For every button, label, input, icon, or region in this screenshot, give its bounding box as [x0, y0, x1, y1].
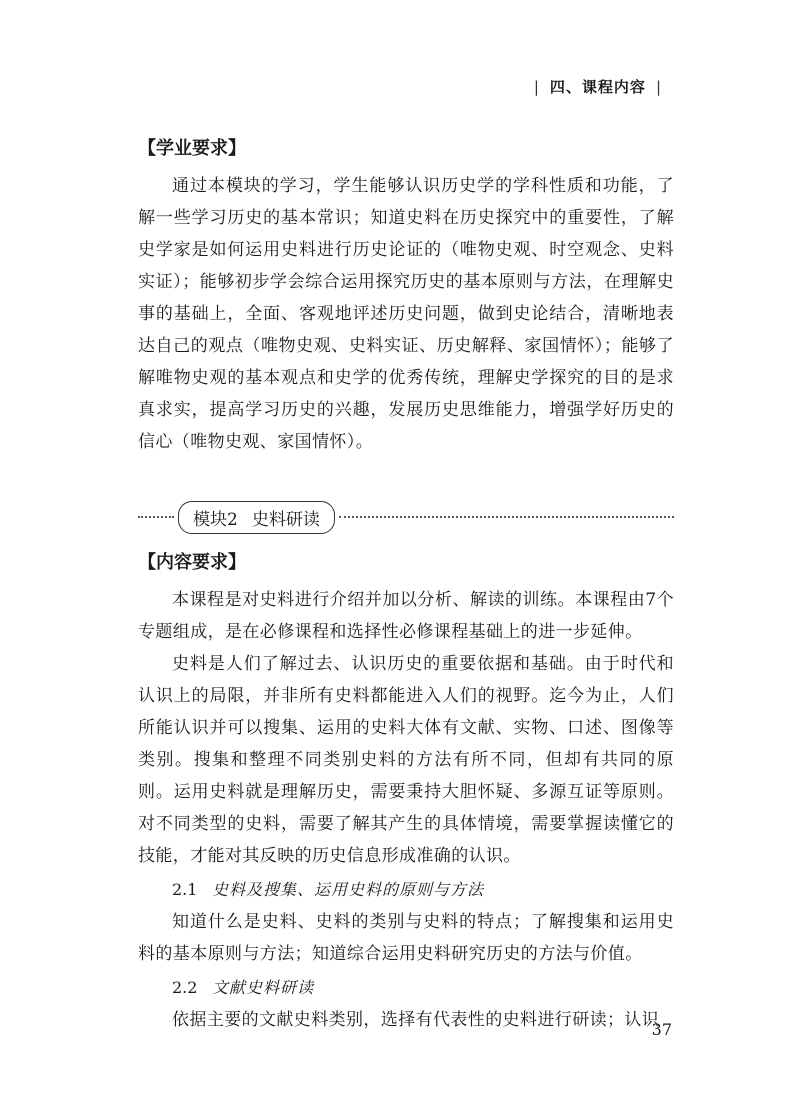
- module-title: 史料研读: [251, 509, 320, 530]
- topic-number: 2.2: [172, 978, 198, 997]
- academic-requirements-paragraph: 通过本模块的学习，学生能够认识历史学的学科性质和功能，了解一些学习历史的基本常识；知道史料在历史探究中的重要性，了解史学家是如何运用史料进行历史论证的（唯物史观、时空观念、史料实证）；能够初步学会综合运用探究历史的基本原则与方法，在理解史事的基础上，全面、客观地评述历史问题，做到史论结合，清晰地表达自己的观点（唯物史观、史料实证、历史解释、家国情怀）；能够了解唯物史观的基本观点和史学的优秀传统，理解史学探究的目的是求真求实，提高学习历史的兴趣，发展历史思维能力，增强学好历史的信心（唯物史观、家国情怀）。: [138, 176, 674, 452]
- topic-title: 史料及搜集、运用史料的原则与方法: [212, 880, 485, 899]
- page-content: [138, 120, 674, 1036]
- header-title: 四、课程内容: [549, 78, 646, 96]
- page-number: 37: [651, 1020, 672, 1039]
- topic-number: 2.1: [172, 880, 198, 899]
- running-header: [524, 76, 672, 97]
- topic-heading: [138, 972, 674, 1004]
- module-divider: [138, 500, 674, 534]
- topic-paragraph: 知道什么是史料、史料的类别与史料的特点；了解搜集和运用史料的基本原则与方法；知道综合运用史料研究历史的方法与价值。: [138, 912, 674, 964]
- topic-heading: [138, 874, 674, 906]
- module-number: 模块2: [193, 509, 238, 530]
- topic-title: 文献史料研读: [212, 978, 315, 997]
- content-paragraph: 史料是人们了解过去、认识历史的重要依据和基础。由于时代和认识上的局限，并非所有史料都能进入人们的视野。迄今为止，人们所能认识并可以搜集、运用的史料大体有文献、实物、口述、图像等类别。搜集和整理不同类别史料的方法有所不同，但却有共同的原则。运用史料就是理解历史，需要秉持大胆怀疑、多源互证等原则。对不同类型的史料，需要了解其产生的具体情境，需要掌握读懂它的技能，才能对其反映的历史信息形成准确的认识。: [138, 654, 674, 866]
- module-label-box: [178, 501, 335, 534]
- header-separator-left: |: [533, 78, 540, 96]
- content-paragraph: 本课程是对史料进行介绍并加以分析、解读的训练。本课程由7个专题组成，是在必修课程和选择性必修课程基础上的进一步延伸。: [138, 590, 674, 642]
- section-heading-content-requirements: 【内容要求】: [138, 552, 246, 573]
- topic-paragraph: 依据主要的文献史料类别，选择有代表性的史料进行研读；认识: [172, 1010, 660, 1030]
- section-heading-academic-requirements: 【学业要求】: [138, 138, 246, 159]
- header-separator-right: |: [655, 78, 662, 96]
- dotted-rule-left: [138, 516, 174, 518]
- dotted-rule-right: [339, 516, 674, 518]
